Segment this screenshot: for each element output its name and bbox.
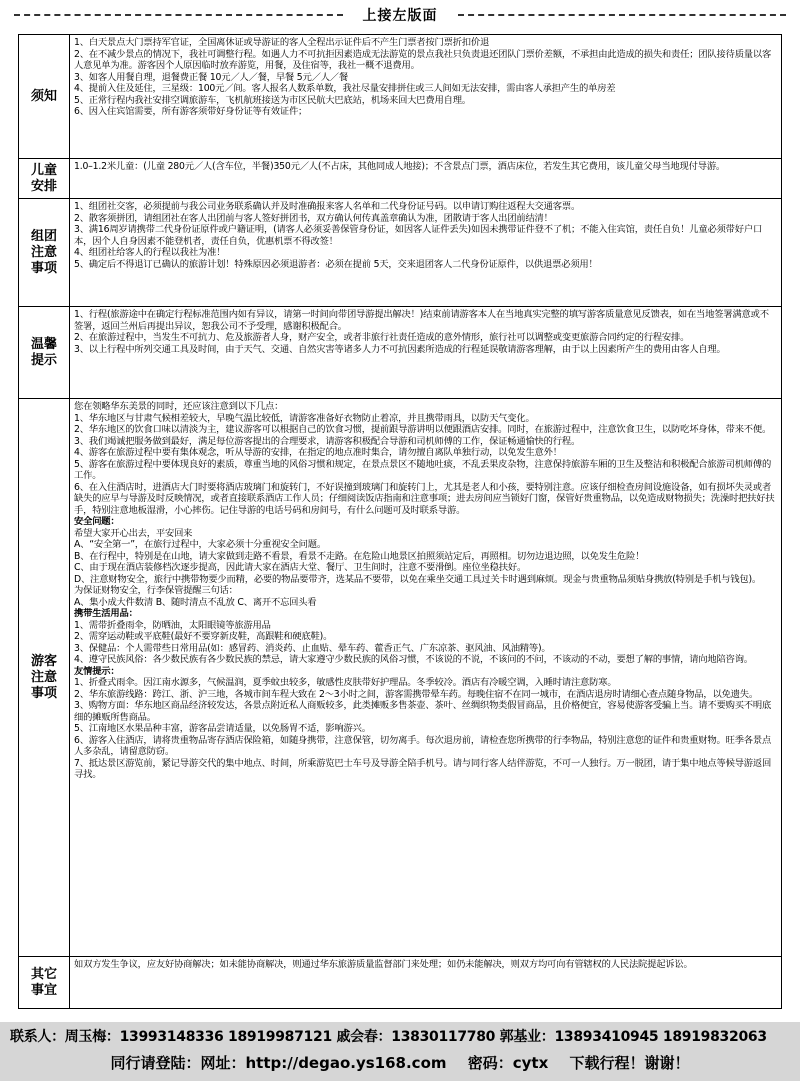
- section-line: 3、购物方面：华东地区商品经济较发达，各景点附近私人商贩较多，此类摊贩多售茶壶、茶叶、丝绸织物类假冒商品，且价格便宜，容易使游客受骗上当。请不要购买不明底细的摊贩所售商品。: [74, 700, 772, 723]
- contact-line: 联系人：周玉梅：13993148336 18919987121 戚会春：13830117780 郭基业：13893410945 18919832063: [10, 1029, 767, 1045]
- section-line: 1.0–1.2米儿童：(儿童 280元／人(含车位，半餐)350元／人(不占床，其他同成人地接)；不含景点门票，酒店床位，若发生其它费用，该儿童父母当地现付导游。: [74, 161, 726, 172]
- section-label-text: 事项: [30, 685, 57, 701]
- section-content: [70, 307, 782, 399]
- section-line: 2、在不减少景点的情况下，我社可调整行程。如遇人力不可抗拒因素造成无法游览的景点我社只负责退还团队门票价差额，不承担由此造成的损失和责任；团队接待质量以客人意见单为准。游客因个人原因临时放弃游览，用餐，及住宿等，我社一概不退费用。: [74, 48, 772, 71]
- website-link[interactable]: 同行请登陆：网址：http://degao.ys168.com: [110, 1054, 447, 1072]
- section-line: 1、华东地区与甘肃气候相差较大，早晚气温比较低，请游客准备好衣物防止着凉，并且携带雨具，以防天气变化。: [74, 412, 535, 424]
- section-line: 3、保健品：个人需带些日常用品(如：感冒药、消炎药、止血贴、晕车药、藿香正气、广东凉茶、驱风油、风油精等)。: [74, 642, 551, 654]
- section-line: 1、白天景点大门票持军官证，全国离休证或导游证的客人全程出示证件后不产生门票者按门票折扣价退: [74, 37, 490, 48]
- section-line: 6、游客入住酒店，请将贵重物品寄存酒店保险箱，如随身携带，注意保管，切勿离手。每次退房前，请检查您所携带的行李物品，特别注意您的证件和贵重财物。旺季各景点人多杂乱，请留意防窃。: [74, 734, 772, 757]
- section-line: 3、我们竭诚把服务做到最好，满足每位游客提出的合理要求，请游客积极配合导游和司机师傅的工作，保证畅通愉快的行程。: [74, 435, 581, 447]
- section-content: [70, 35, 782, 159]
- section-line: 2、华东地区的饮食口味以清淡为主，建议游客可以根据自己的饮食习惯，提前跟导游讲明以便跟酒店安排。同时，在旅游过程中，注意饮食卫生，以防吃坏身体，带来不便。: [74, 424, 772, 435]
- section-line: 2、散客须拼团，请组团社在客人出团前与客人签好拼团书，双方确认何传真盖章确认为准，团散请于客人出团前结清！: [74, 212, 553, 224]
- section-line: 3、以上行程中所列交通工具及时间，由于天气、交通、自然灾害等诸多人力不可抗因素所造成的行程延误敬请游客理解，由于以上因素所产生的费用由客人自理。: [74, 343, 726, 355]
- section-line: 4、提前入住及延住，三星级：100元／间。客人报名人数系单数，我社尽量安排拼住或三人间如无法安排，需由客人承担产生的单房差: [74, 83, 616, 94]
- section-row-notice: [19, 35, 782, 159]
- section-line: 安全问题：: [74, 516, 120, 527]
- section-line: 4、组团社给客人的行程以我社为准！: [74, 247, 226, 258]
- section-label-text: 安排: [30, 178, 57, 194]
- section-line: 2、在旅游过程中，当发生不可抗力、危及旅游者人身，财产安全，或者非旅行社责任造成的意外情形，旅行社可以调整或变更旅游合同约定的行程安排。: [74, 332, 690, 343]
- page-title: 上接左版面: [362, 8, 438, 24]
- section-line: 6、在入住酒店时，进酒店大门时要将酒店玻璃门和旋转门，不好误撞到玻璃门和旋转门上，尤其是老人和小孩，要特别注意。应该仔细检查房间设施设备，如有损坏失灵或者缺失的应早与导游及时反映情况，或者直接联系酒店工作人员；仔细阅读饭店指南和注意事项；进去房间应当锁好门窗，保管好贵重物品，以免造成财物损失；洗澡时把扶好扶手，特别注意地板湿滑，小心摔伤。记住导游的电话号码和房间号，有什么问题可及时联系导游。: [74, 481, 775, 516]
- section-content: [70, 957, 782, 1009]
- section-content: [70, 159, 782, 199]
- section-line: 携带生活用品：: [74, 608, 138, 619]
- section-line: 5、正常行程内我社安排空调旅游车，飞机航班接送为市区民航大巴底站，机场来回大巴费用自理。: [74, 94, 471, 106]
- section-label-text: 注意: [30, 669, 57, 685]
- section-label-text: 儿童: [30, 162, 57, 178]
- section-line: 6、因入住宾馆需要，所有游客须带好身份证等有效证件；: [74, 106, 308, 117]
- section-line: 为保证财物安全，行李保管提醒三句话：: [74, 585, 238, 596]
- section-line: 4、游客在旅游过程中要有集体观念，听从导游的安排，在指定的地点准时集合，请勿擅自离队单独行动，以免发生意外！: [74, 447, 562, 458]
- section-label: [19, 199, 70, 307]
- section-row-other: [19, 957, 782, 1009]
- section-label-text: 须知: [30, 88, 57, 104]
- section-label: [19, 35, 70, 159]
- section-line: C、由于现在酒店装修档次逐步提高，因此请大家在酒店大堂、餐厅、卫生间时，注意不要滑倒。座位坐稳扶好。: [74, 562, 527, 573]
- section-label: [19, 307, 70, 399]
- section-line: 友情提示：: [74, 665, 120, 677]
- section-content: [70, 199, 782, 307]
- section-row-group-notes: [19, 199, 782, 307]
- password-text: 密码：cytx: [467, 1054, 549, 1072]
- section-line: 您在领略华东美景的同时，还应该注意到以下几点：: [74, 401, 284, 412]
- website-line: [0, 1052, 800, 1073]
- section-line: 1、组团社交客，必须提前与我公司业务联系确认并及时准确报来客人名单和二代身份证号码。以申请订购往返程大交通客票。: [74, 201, 581, 212]
- section-label-text: 事宜: [30, 982, 57, 998]
- section-label-text: 提示: [30, 352, 57, 368]
- section-line: 7、抵达景区游览前，紧记导游交代的集中地点、时间，所乘游览巴士车号及导游全陪手机号。请与同行客人结伴游览，不可一人独行。万一脱团，请于集中地点等候导游返回寻找。: [74, 757, 772, 780]
- section-line: 3、如客人用餐自理，退餐费正餐 10元／人／餐，早餐 5元／人／餐: [74, 71, 348, 83]
- section-label: [19, 399, 70, 957]
- section-line: 如双方发生争议，应友好协商解决；如未能协商解决，则通过华东旅游质量监督部门来处理；如仍未能解决，则双方均可向有管辖权的人民法院提起诉讼。: [74, 959, 693, 970]
- contact-footer: [0, 1022, 800, 1081]
- section-line: 1、行程(旅游途中在确定行程标准范围内如有异议，请第一时间向带团导游提出解决！)结束前请游客本人在当地真实完整的填写游客质量意见反馈表，如在当地签署满意或不签署，返回兰州后再提出异议，恕我公司不予受理，感谢积极配合。: [74, 309, 769, 332]
- section-line: 2、需穿运动鞋或平底鞋(最好不要穿新皮鞋，高跟鞋和硬底鞋)。: [74, 631, 333, 642]
- section-label-text: 事项: [30, 260, 57, 276]
- section-line: 5、游客在旅游过程中要体现良好的素质，尊重当地的风俗习惯和规定，在景点景区不随地吐痰，不乱丢果皮杂物，注意保持旅游车厢的卫生及整洁和积极配合旅游司机师傅的工作。: [74, 458, 772, 481]
- section-line: 2、华东旅游线路：跨江、浙、沪三地，各城市间车程大致在 2～3小时之间，游客需携带晕车药。每晚住宿不在同一城市，在酒店退房时请细心查点随身物品，以免遗失。: [74, 688, 758, 700]
- section-content: [70, 399, 782, 957]
- section-label: [19, 159, 70, 199]
- section-row-children: [19, 159, 782, 199]
- notice-table: [18, 34, 782, 1009]
- section-line: A、“安全第一”，在旅行过程中，大家必须十分重视安全问题。: [74, 539, 326, 550]
- section-line: 希望大家开心出去，平安回来: [74, 527, 193, 539]
- section-label: [19, 957, 70, 1009]
- section-label-text: 组团: [30, 228, 57, 244]
- section-row-tips: [19, 307, 782, 399]
- header-dashes-right: [458, 14, 787, 16]
- section-line: 1、需带折叠雨伞，防晒油，太阳眼镜等旅游用品: [74, 619, 271, 631]
- section-line: D、注意财物安全，旅行中携带物要少而精，必要的物品要带齐，选某品不要带，以免在乘坐交通工具过关卡时遇到麻烦。现金与贵重物品须贴身携放(特别是手机与钱包)。: [74, 573, 761, 585]
- section-label-text: 注意: [30, 244, 57, 260]
- download-text: 下载行程！谢谢！: [569, 1054, 690, 1072]
- section-line: 3、满16周岁请携带二代身份证原件或户籍证明，(请客人必须妥善保管身份证，如因客人证件丢失)如因未携带证件登不了机；不能入住宾馆，责任自负！儿童必须带好户口本，因个人自身因素不能登机者，责任自负，优惠机票不得改签！: [74, 224, 763, 247]
- section-label-text: 其它: [30, 966, 57, 982]
- section-line: 4、遵守民族风俗：各少数民族有各少数民族的禁忌，请大家遵守少数民族的风俗习惯，不该说的不说，不该问的不问，不该动的不动，要想了解的事情，请向地陪咨询。: [74, 654, 753, 665]
- section-line: 5、确定后不得退订已确认的旅游计划！特殊原因必须退游者：必须在提前 5天，交来退团客人二代身份证原件，以供退票必须用！: [74, 258, 598, 270]
- section-row-tourist-notes: [19, 399, 782, 957]
- section-label-text: 游客: [30, 653, 57, 669]
- section-line: A、集小成大件数清 B、随时清点不乱放 C、离开不忘回头看: [74, 596, 317, 608]
- section-line: 1、折叠式雨伞。因江南水源多，气候温润，夏季蚊虫较多，敏感性皮肤带好护理品。冬季较冷。酒店有冷暖空调，入睡时请注意防寒。: [74, 677, 617, 688]
- header-dashes-left: [14, 14, 343, 16]
- section-line: B、在行程中，特别是在山地，请大家做到走路不看景，看景不走路。在危险山地景区拍照须站定后，再照相。切勿边退边照，以免发生危险！: [74, 550, 645, 562]
- section-label-text: 温馨: [30, 336, 57, 352]
- section-line: 5、江南地区水果品种丰富，游客品尝请适量，以免肠胃不适，影响游兴。: [74, 723, 371, 734]
- page-header: [0, 0, 800, 30]
